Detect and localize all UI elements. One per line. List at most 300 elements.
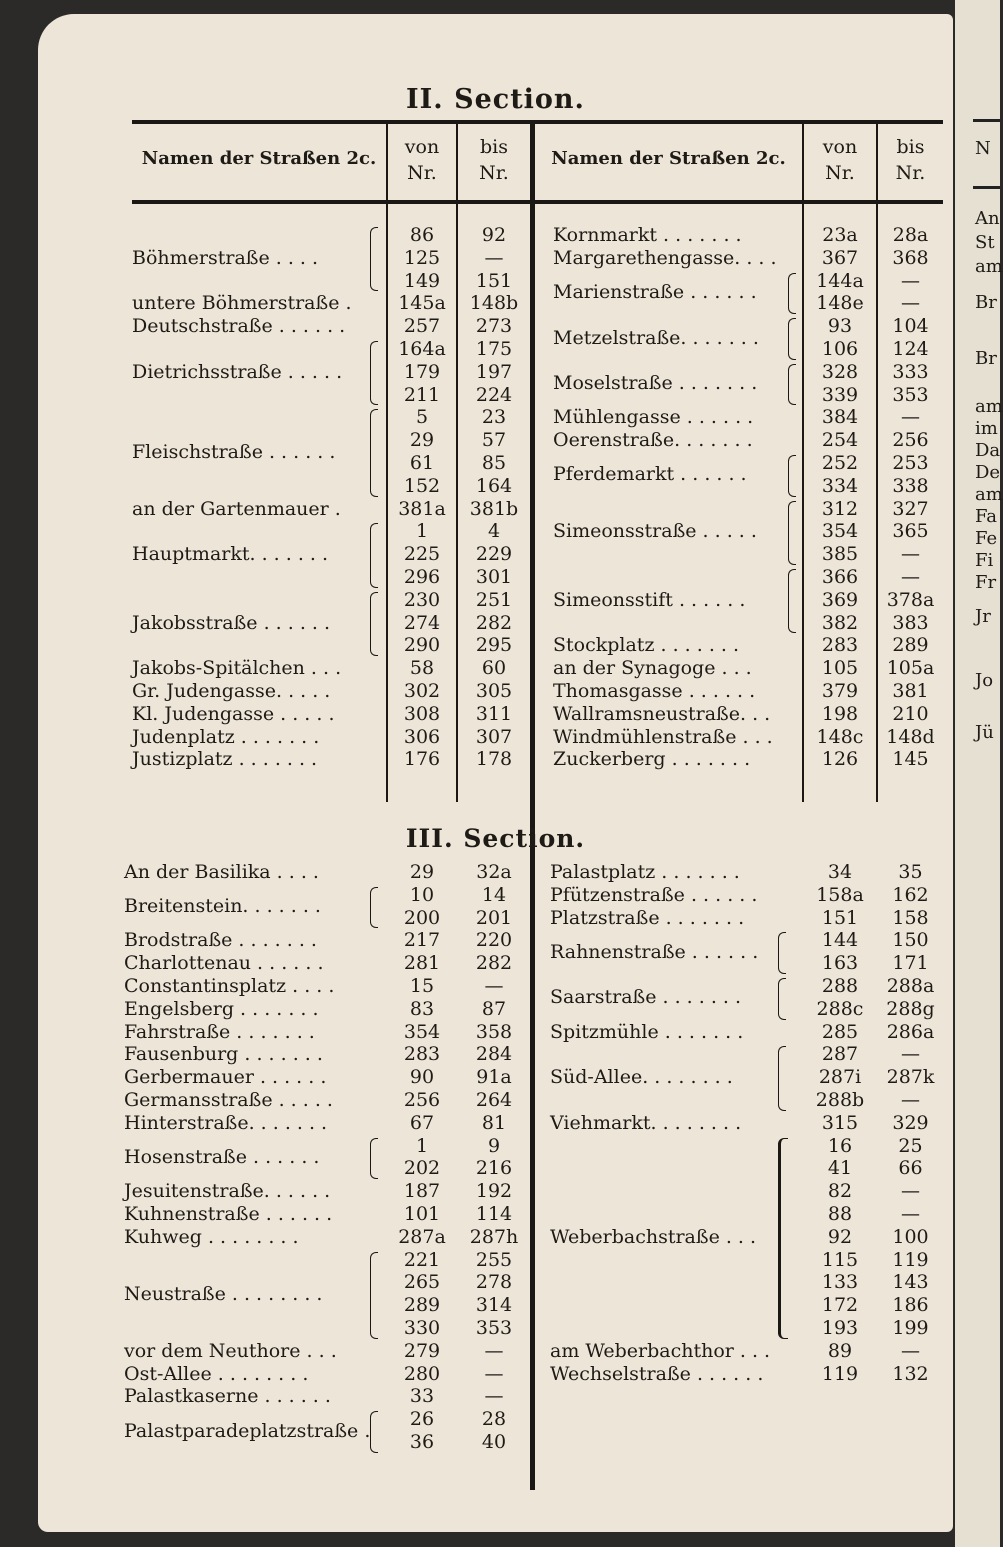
grouping-brace xyxy=(370,227,378,291)
number-from: 163 xyxy=(821,952,859,975)
street-name: Metzelstraße. . . . . . . xyxy=(553,326,759,349)
number-from: 384 xyxy=(821,406,859,429)
number-from: 330 xyxy=(403,1317,441,1339)
number-from: 289 xyxy=(403,1294,441,1317)
number-to: — xyxy=(901,406,920,429)
number-from: 16 xyxy=(827,1134,853,1157)
next-page-text-fragment: im xyxy=(975,418,998,439)
grouping-brace xyxy=(788,364,796,406)
next-page-edge xyxy=(955,0,1003,1547)
number-from: 354 xyxy=(821,520,859,543)
number-from: 283 xyxy=(403,1043,441,1066)
number-from: 274 xyxy=(403,611,441,634)
street-name: Kl. Judengasse . . . . . xyxy=(132,702,335,725)
number-to: 289 xyxy=(892,634,929,657)
number-to: 104 xyxy=(892,315,929,338)
number-from: 288 xyxy=(821,975,859,997)
number-to: 4 xyxy=(487,520,501,543)
number-to: 282 xyxy=(475,611,513,634)
next-page-text-fragment: Jo xyxy=(975,670,994,691)
street-name: Thomasgasse . . . . . . xyxy=(553,680,756,702)
number-to: 192 xyxy=(475,1180,513,1203)
street-name: vor dem Neuthore . . . xyxy=(124,1339,337,1362)
number-from: 144a xyxy=(816,269,864,292)
number-from: 101 xyxy=(403,1203,441,1225)
number-from: 279 xyxy=(403,1339,441,1362)
number-from: 385 xyxy=(821,543,859,566)
street-name: Charlottenau . . . . . . xyxy=(124,952,324,975)
street-name: Fahrstraße . . . . . . . xyxy=(124,1020,315,1043)
center-divider xyxy=(530,122,535,1490)
street-name: Wechselstraße . . . . . . xyxy=(550,1362,764,1385)
street-name: An der Basilika . . . . xyxy=(124,861,319,883)
street-name: Platzstraße . . . . . . . xyxy=(550,906,745,929)
number-from: 29 xyxy=(409,861,435,883)
number-from: 339 xyxy=(821,383,859,406)
number-from: 281 xyxy=(403,952,441,975)
number-from: 126 xyxy=(821,748,859,771)
header-street-names-right: Namen der Straßen 2c. xyxy=(551,148,786,169)
street-name: Weberbachstraße . . . xyxy=(550,1225,757,1248)
grouping-brace xyxy=(370,409,378,496)
street-name: Breitenstein. . . . . . . xyxy=(124,895,321,918)
header-street-names-left: Namen der Straßen 2c. xyxy=(141,148,377,169)
header-from-nr: Nr. xyxy=(825,162,855,184)
number-from: 176 xyxy=(403,748,441,771)
number-to: 9 xyxy=(487,1134,501,1157)
number-to: 23 xyxy=(481,406,507,429)
grouping-brace xyxy=(370,1252,378,1339)
number-to: 35 xyxy=(898,861,923,883)
next-page-text-fragment: Br xyxy=(975,292,997,313)
street-name: Germansstraße . . . . . xyxy=(124,1089,333,1111)
street-name: Constantinsplatz . . . . xyxy=(124,975,335,997)
number-from: 148e xyxy=(816,292,864,315)
number-to: 216 xyxy=(475,1157,513,1180)
grouping-brace xyxy=(370,341,378,405)
header-to-left xyxy=(458,134,530,186)
next-page-text-fragment: Fe xyxy=(975,528,998,549)
number-from: 5 xyxy=(415,406,429,429)
number-from: 1 xyxy=(415,1134,429,1157)
number-to: 282 xyxy=(475,952,513,975)
number-from: 283 xyxy=(821,634,859,657)
number-from: 125 xyxy=(403,246,441,269)
number-to: 164 xyxy=(475,474,513,497)
number-from: 41 xyxy=(827,1157,853,1180)
number-to: 197 xyxy=(475,360,513,383)
number-from: 145a xyxy=(398,292,446,315)
number-to: — xyxy=(484,1385,504,1408)
number-from: 10 xyxy=(409,883,435,906)
number-from: 86 xyxy=(409,224,435,246)
number-from: 257 xyxy=(403,315,441,338)
number-from: 369 xyxy=(821,588,859,611)
number-from: 26 xyxy=(409,1408,435,1431)
grouping-brace xyxy=(370,1138,378,1180)
grouping-brace xyxy=(778,1138,788,1339)
number-to: 333 xyxy=(892,360,929,383)
number-to: 368 xyxy=(892,246,929,269)
number-to: 162 xyxy=(892,883,929,906)
grouping-brace xyxy=(778,932,786,974)
number-to: 57 xyxy=(481,429,507,452)
number-from: 148c xyxy=(816,725,864,748)
street-name: Fleischstraße . . . . . . xyxy=(132,440,336,463)
number-to: 220 xyxy=(475,929,513,952)
number-to: 87 xyxy=(481,997,507,1020)
number-from: 312 xyxy=(821,497,859,520)
number-to: 158 xyxy=(892,906,929,929)
number-from: 296 xyxy=(403,566,441,588)
next-page-text-fragment: am xyxy=(975,484,1003,505)
number-to: 186 xyxy=(892,1294,929,1317)
number-from: 306 xyxy=(403,725,441,748)
number-to: 307 xyxy=(475,725,513,748)
street-name: Justizplatz . . . . . . . xyxy=(132,748,318,771)
street-name: Jesuitenstraße. . . . . . xyxy=(124,1180,331,1203)
street-name: Oerenstraße. . . . . . . xyxy=(553,429,753,452)
header-to-label: bis xyxy=(480,136,508,158)
number-to: 124 xyxy=(892,338,929,360)
street-name: Jakobs-Spitälchen . . . xyxy=(132,657,342,680)
next-page-text-fragment: am xyxy=(975,396,1003,417)
street-name: Süd-Allee. . . . . . . . xyxy=(550,1066,733,1089)
grouping-brace xyxy=(778,978,786,1020)
number-to: 229 xyxy=(475,543,513,566)
header-bottom-rule xyxy=(132,200,943,204)
number-to: 287h xyxy=(469,1225,519,1248)
number-from: 217 xyxy=(403,929,441,952)
number-from: 115 xyxy=(821,1248,859,1271)
street-name: an der Synagoge . . . xyxy=(553,657,752,680)
street-name: Palastparadeplatzstraße . xyxy=(124,1419,371,1442)
street-name: Spitzmühle . . . . . . . xyxy=(550,1020,744,1043)
number-from: 133 xyxy=(821,1271,859,1294)
next-page-text-fragment: Da xyxy=(975,440,1001,461)
number-to: — xyxy=(901,1339,920,1362)
grouping-brace xyxy=(788,569,796,633)
number-to: — xyxy=(901,1180,920,1203)
number-from: 381a xyxy=(398,497,446,520)
number-to: — xyxy=(901,566,920,588)
number-to: 151 xyxy=(475,269,513,292)
number-to: 305 xyxy=(475,680,513,702)
number-from: 158a xyxy=(816,883,864,906)
number-from: 34 xyxy=(827,861,853,883)
number-to: 148b xyxy=(469,292,519,315)
street-name: Palastkaserne . . . . . . xyxy=(124,1385,331,1408)
section-3-title: III. Section. xyxy=(405,824,586,853)
number-to: 253 xyxy=(892,452,929,474)
number-from: 221 xyxy=(403,1248,441,1271)
number-from: 15 xyxy=(409,975,435,997)
number-to: 278 xyxy=(475,1271,513,1294)
number-to: 329 xyxy=(892,1111,929,1134)
number-from: 367 xyxy=(821,246,859,269)
number-from: 202 xyxy=(403,1157,441,1180)
street-name: Deutschstraße . . . . . . xyxy=(132,315,346,338)
number-from: 36 xyxy=(409,1431,435,1453)
street-name: Brodstraße . . . . . . . xyxy=(124,929,317,952)
street-name: Margarethengasse. . . . xyxy=(553,246,777,269)
header-to-nr: Nr. xyxy=(895,162,926,184)
number-from: 254 xyxy=(821,429,859,452)
number-from: 33 xyxy=(409,1385,435,1408)
next-page-text-fragment: Jr xyxy=(975,606,991,627)
number-from: 200 xyxy=(403,906,441,929)
number-from: 287 xyxy=(821,1043,859,1066)
grouping-brace xyxy=(788,318,796,360)
street-name: Kuhnenstraße . . . . . . xyxy=(124,1203,333,1225)
number-from: 288c xyxy=(816,997,864,1020)
number-to: 14 xyxy=(481,883,507,906)
number-to: — xyxy=(901,1089,920,1111)
street-name: Hinterstraße. . . . . . . xyxy=(124,1111,328,1134)
number-from: 151 xyxy=(821,906,859,929)
number-from: 287i xyxy=(818,1066,862,1089)
number-to: 255 xyxy=(475,1248,513,1271)
number-to: — xyxy=(901,543,920,566)
number-from: 315 xyxy=(821,1111,859,1134)
number-from: 193 xyxy=(821,1317,859,1339)
header-top-rule xyxy=(132,120,943,124)
number-to: 288g xyxy=(886,997,935,1020)
number-from: 179 xyxy=(403,360,441,383)
number-from: 230 xyxy=(403,588,441,611)
number-from: 198 xyxy=(821,702,859,725)
number-to: 378a xyxy=(886,588,935,611)
street-name: Saarstraße . . . . . . . xyxy=(550,986,742,1009)
street-name: Neustraße . . . . . . . . xyxy=(124,1282,323,1305)
number-to: 358 xyxy=(475,1020,513,1043)
next-page-header-fragment: N xyxy=(975,138,991,159)
number-to: — xyxy=(484,1339,504,1362)
street-name: Hosenstraße . . . . . . xyxy=(124,1146,320,1168)
number-to: 365 xyxy=(892,520,929,543)
street-name: Pfützenstraße . . . . . . xyxy=(550,883,758,906)
number-from: 89 xyxy=(827,1339,853,1362)
number-to: 150 xyxy=(892,929,929,952)
number-to: 273 xyxy=(475,315,513,338)
street-name: Judenplatz . . . . . . . xyxy=(132,725,320,748)
number-to: 353 xyxy=(475,1317,513,1339)
number-to: 288a xyxy=(886,975,935,997)
next-page-text-fragment: De xyxy=(975,462,1001,483)
street-name: Dietrichsstraße . . . . . xyxy=(132,360,343,383)
street-name: Simeonsstraße . . . . . xyxy=(553,520,757,543)
number-to: 148d xyxy=(886,725,935,748)
number-from: 88 xyxy=(827,1203,853,1225)
number-to: 314 xyxy=(475,1294,513,1317)
street-name: Ost-Allee . . . . . . . . xyxy=(124,1362,309,1385)
number-from: 67 xyxy=(409,1111,435,1134)
number-to: 91a xyxy=(476,1066,512,1089)
number-from: 211 xyxy=(403,383,441,406)
street-name: Marienstraße . . . . . . xyxy=(553,281,757,303)
number-to: — xyxy=(901,1203,920,1225)
number-to: 284 xyxy=(475,1043,513,1066)
number-from: 366 xyxy=(821,566,859,588)
number-from: 23a xyxy=(822,224,858,246)
number-from: 92 xyxy=(827,1225,853,1248)
number-from: 328 xyxy=(821,360,859,383)
street-name: untere Böhmerstraße . xyxy=(132,292,352,315)
street-name: Mühlengasse . . . . . . xyxy=(553,406,754,429)
street-name: Kornmarkt . . . . . . . xyxy=(553,224,742,246)
number-from: 144 xyxy=(821,929,859,952)
number-to: — xyxy=(484,975,504,997)
street-name: Rahnenstraße . . . . . . xyxy=(550,940,759,963)
header-from-right xyxy=(804,134,876,186)
street-name: Gerbermauer . . . . . . xyxy=(124,1066,327,1089)
number-to: 224 xyxy=(475,383,513,406)
number-to: — xyxy=(901,292,920,315)
next-page-text-fragment: St xyxy=(975,232,995,253)
header-to-nr: Nr. xyxy=(479,162,509,184)
number-to: 28 xyxy=(481,1408,507,1431)
number-to: 85 xyxy=(481,452,507,474)
number-from: 334 xyxy=(821,474,859,497)
number-from: 225 xyxy=(403,543,441,566)
number-to: 286a xyxy=(886,1020,935,1043)
street-name: Fausenburg . . . . . . . xyxy=(124,1043,323,1066)
number-from: 83 xyxy=(409,997,435,1020)
number-to: 295 xyxy=(475,634,513,657)
number-from: 288b xyxy=(815,1089,865,1111)
number-to: 105a xyxy=(886,657,935,680)
number-to: 264 xyxy=(475,1089,513,1111)
number-to: 100 xyxy=(892,1225,929,1248)
next-page-text-fragment: Fr xyxy=(975,572,997,593)
grouping-brace xyxy=(788,273,796,315)
number-from: 82 xyxy=(827,1180,853,1203)
number-to: 381 xyxy=(892,680,929,702)
number-from: 90 xyxy=(409,1066,435,1089)
street-name: Simeonsstift . . . . . . xyxy=(553,588,746,611)
header-from-label: von xyxy=(404,136,440,158)
number-from: 265 xyxy=(403,1271,441,1294)
number-from: 61 xyxy=(409,452,435,474)
number-to: 25 xyxy=(898,1134,923,1157)
number-from: 302 xyxy=(403,680,441,702)
number-from: 149 xyxy=(403,269,441,292)
next-page-text-fragment: Fi xyxy=(975,550,994,571)
number-from: 256 xyxy=(403,1089,441,1111)
grouping-brace xyxy=(370,592,378,656)
number-to: 353 xyxy=(892,383,929,406)
number-from: 379 xyxy=(821,680,859,702)
number-to: 383 xyxy=(892,611,929,634)
number-to: 327 xyxy=(892,497,929,520)
number-to: 311 xyxy=(475,702,513,725)
street-name: Windmühlenstraße . . . xyxy=(553,725,773,748)
grouping-brace xyxy=(788,455,796,497)
number-from: 58 xyxy=(409,657,435,680)
number-to: 251 xyxy=(475,588,513,611)
next-page-text-fragment: Fa xyxy=(975,506,997,527)
street-name: Moselstraße . . . . . . . xyxy=(553,372,758,395)
street-name: Zuckerberg . . . . . . . xyxy=(553,748,751,771)
number-from: 354 xyxy=(403,1020,441,1043)
section-2-title: II. Section. xyxy=(406,84,585,115)
number-from: 106 xyxy=(821,338,859,360)
number-to: 60 xyxy=(481,657,507,680)
number-to: 199 xyxy=(892,1317,929,1339)
number-from: 29 xyxy=(409,429,435,452)
street-name: Pferdemarkt . . . . . . xyxy=(553,463,747,486)
number-to: — xyxy=(901,1043,920,1066)
number-to: 175 xyxy=(475,338,513,360)
number-from: 1 xyxy=(415,520,429,543)
header-to-label: bis xyxy=(896,136,925,158)
number-to: 338 xyxy=(892,474,929,497)
number-from: 308 xyxy=(403,702,441,725)
number-to: 381b xyxy=(469,497,519,520)
number-from: 285 xyxy=(821,1020,859,1043)
street-name: Böhmerstraße . . . . xyxy=(132,246,319,269)
number-to: 66 xyxy=(898,1157,923,1180)
street-name: Viehmarkt. . . . . . . . xyxy=(550,1111,742,1134)
number-to: 114 xyxy=(475,1203,513,1225)
grouping-brace xyxy=(788,501,796,565)
number-from: 93 xyxy=(827,315,853,338)
next-page-text-fragment: am xyxy=(975,256,1003,277)
grouping-brace xyxy=(370,887,378,929)
number-to: 287k xyxy=(886,1066,935,1089)
header-from-left xyxy=(388,134,456,186)
number-to: 178 xyxy=(475,748,513,771)
number-to: 32a xyxy=(476,861,512,883)
number-to: 210 xyxy=(892,702,929,725)
number-from: 252 xyxy=(821,452,859,474)
street-name: Palastplatz . . . . . . . xyxy=(550,861,740,883)
number-to: 171 xyxy=(892,952,929,975)
street-name: Hauptmarkt. . . . . . . xyxy=(132,543,329,566)
number-from: 172 xyxy=(821,1294,859,1317)
number-to: 201 xyxy=(475,906,513,929)
number-from: 290 xyxy=(403,634,441,657)
number-to: 301 xyxy=(475,566,513,588)
number-from: 152 xyxy=(403,474,441,497)
next-page-text-fragment: Br xyxy=(975,348,997,369)
grouping-brace xyxy=(778,1046,786,1110)
number-to: 92 xyxy=(481,224,507,246)
number-from: 119 xyxy=(821,1362,859,1385)
grouping-brace xyxy=(370,523,378,587)
header-from-nr: Nr. xyxy=(407,162,437,184)
street-name: Engelsberg . . . . . . . xyxy=(124,997,319,1020)
number-to: — xyxy=(484,1362,504,1385)
number-from: 164a xyxy=(398,338,446,360)
street-name: Kuhweg . . . . . . . . xyxy=(124,1225,299,1248)
number-to: — xyxy=(484,246,504,269)
number-to: 81 xyxy=(481,1111,507,1134)
number-to: 28a xyxy=(892,224,929,246)
book-page xyxy=(38,14,953,1532)
header-from-label: von xyxy=(822,136,858,158)
street-name: Wallramsneustraße. . . xyxy=(553,702,771,725)
number-from: 187 xyxy=(403,1180,441,1203)
next-page-text-fragment: An xyxy=(975,208,1000,229)
number-to: 143 xyxy=(892,1271,929,1294)
street-name: Stockplatz . . . . . . . xyxy=(553,634,740,657)
number-to: 40 xyxy=(481,1431,507,1453)
street-name: am Weberbachthor . . . xyxy=(550,1339,771,1362)
number-to: 256 xyxy=(892,429,929,452)
number-from: 287a xyxy=(398,1225,446,1248)
number-to: 119 xyxy=(892,1248,929,1271)
